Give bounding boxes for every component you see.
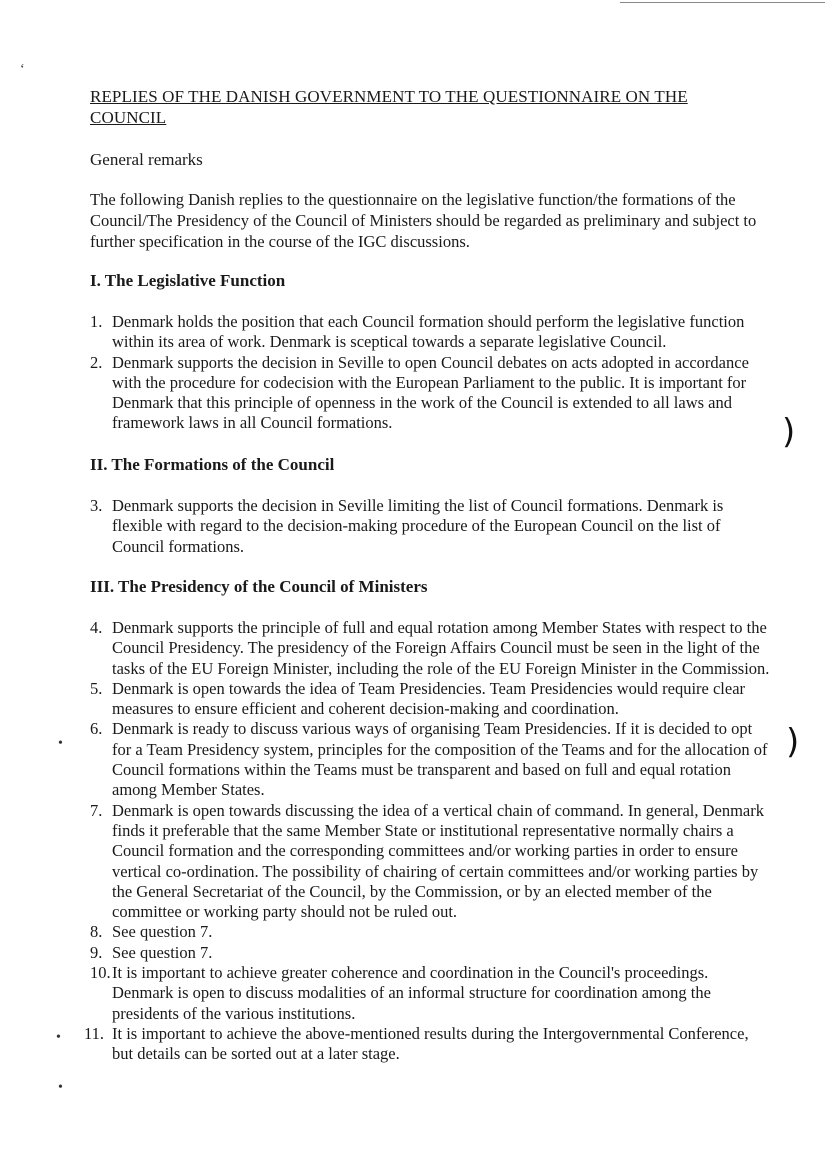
item-number: 6. (90, 719, 103, 739)
list-item (90, 922, 770, 942)
scan-mark: • (58, 1080, 63, 1095)
general-remarks-text: The following Danish replies to the questionnaire on the legislative function/the formations of the Council/The Presidency of the Council of Ministers should be regarded as preliminary and subject to further specification in the course of the IGC discussions. (90, 190, 757, 251)
scan-mark: • (56, 1030, 61, 1045)
item-text: See question 7. (112, 922, 213, 942)
list-item (84, 1023, 770, 1065)
scan-mark: ‘ (20, 62, 25, 77)
document-title: REPLIES OF THE DANISH GOVERNMENT TO THE QUESTIONNAIRE ON THE COUNCIL (90, 87, 688, 127)
list-item (90, 353, 770, 434)
item-text: Denmark is open towards the idea of Team Presidencies. Team Presidencies would require clear measures to ensure efficient and coherent decision-making and coordination. (112, 678, 746, 719)
list-item (90, 679, 770, 720)
section-heading-legislative-function: I. The Legislative Function (90, 271, 286, 290)
section-heading-presidency: III. The Presidency of the Council of Ministers (90, 577, 428, 596)
item-number: 11. (84, 1023, 105, 1043)
item-text: Denmark is ready to discuss various ways of organising Team Presidencies. If it is decided to opt for a Team Presidency system, principles for the composition of the Teams and for the allocation of Council formations within the Teams must be transparent and based on full and equal rotation among Member States. (112, 719, 768, 800)
item-text: It is important to achieve the above-mentioned results during the Intergovernmental Conference, but details can be sorted out at a later stage. (112, 1023, 749, 1064)
binder-hole-mark: ) (782, 412, 796, 452)
section-presidency-list (84, 618, 770, 1065)
item-number: 5. (90, 678, 103, 698)
item-text: Denmark supports the decision in Seville limiting the list of Council formations. Denmark is flexible with regard to the decision-making procedure of the European Council on the list of Council formations. (112, 496, 724, 556)
item-number: 2. (90, 352, 103, 372)
list-item (90, 801, 770, 923)
item-text: Denmark supports the principle of full and equal rotation among Member States with respect to the Council Presidency. The presidency of the Foreign Affairs Council must be seen in the light of the tasks of the EU Foreign Minister, including the role of the EU Foreign Minister in the Commission. (112, 618, 770, 678)
item-number: 8. (90, 922, 103, 942)
item-number: 9. (90, 942, 103, 962)
item-text: Denmark holds the position that each Council formation should perform the legislative function within its area of work. Denmark is sceptical towards a separate legislative Council. (112, 312, 745, 352)
top-rule (620, 2, 825, 3)
list-item (90, 719, 770, 800)
item-number: 7. (90, 800, 103, 820)
list-item (90, 496, 770, 557)
list-item (90, 963, 770, 1024)
item-text: Denmark is open towards discussing the idea of a vertical chain of command. In general, Denmark finds it preferable that the same Member State or institutional representative normally chairs a Council formation and the corresponding committees and/or working parties in order to ensure vertical co-ordination. The possibility of chairing of certain committees and/or working parties by the General Secretariat of the Council, by the Commission, or by an elected member of the committee or working party should not be ruled out. (112, 800, 764, 922)
item-number: 4. (90, 618, 103, 637)
list-item (90, 312, 770, 353)
item-number: 3. (90, 496, 103, 515)
scan-mark: • (58, 736, 63, 751)
section-legislative-function-list (90, 312, 770, 434)
list-item (90, 943, 770, 963)
item-text: Denmark supports the decision in Seville to open Council debates on acts adopted in accordance with the procedure for codecision with the European Parliament to the public. It is important for Denmark that this principle of openness in the work of the Council is extended to all laws and framework laws in all Council formations. (112, 352, 749, 433)
item-number: 10. (90, 963, 111, 983)
section-formations-list (90, 496, 770, 557)
item-text: See question 7. (112, 942, 213, 962)
item-number: 1. (90, 312, 103, 331)
item-text: It is important to achieve greater coherence and coordination in the Council's proceedings. Denmark is open to discuss modalities of an informal structure for coordination among the presidents of the various institutions. (112, 963, 711, 1023)
general-remarks-heading: General remarks (90, 150, 203, 169)
section-heading-formations: II. The Formations of the Council (90, 455, 335, 474)
list-item (90, 618, 770, 679)
binder-hole-mark: ) (786, 722, 800, 762)
